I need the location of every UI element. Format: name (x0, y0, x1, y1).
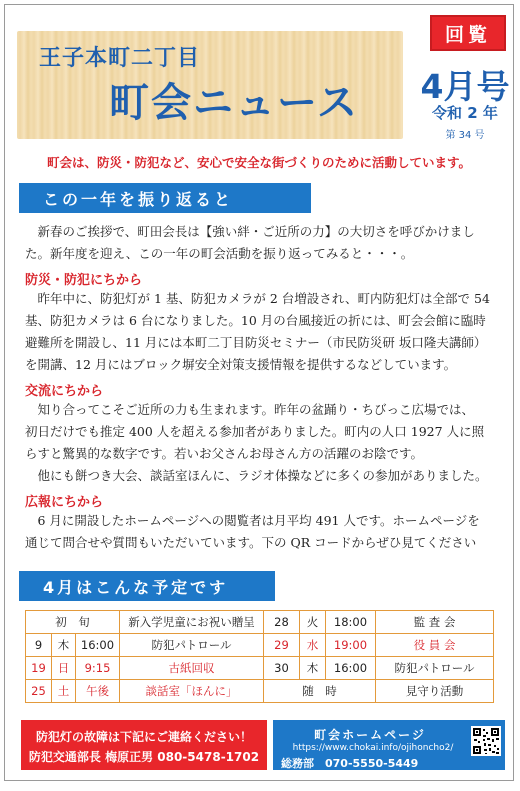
bousai-paragraph (25, 288, 495, 376)
table-cell: 9 (26, 634, 52, 657)
issue-number: 第 34 号 (445, 130, 485, 141)
tagline: 町会は、防災・防犯など、安心で安全な街づくりのために活動しています。 (46, 155, 471, 170)
table-cell: 防犯パトロール (376, 657, 494, 680)
bousai-line: を開講、12 月にはブロック塀安全対策支援情報を提供するなどしています。 (25, 357, 457, 372)
table-cell: 初 旬 (26, 611, 120, 634)
table-cell: 談話室「ほんに」 (120, 680, 264, 703)
footer-contact-phone: 防犯交通部長 梅原正男 080-5478-1702 (28, 750, 260, 764)
intro-line: 新春のご挨拶で、町田会長は【強い絆・ご近所の力】の大切さを呼びかけまし (37, 224, 475, 239)
table-cell: 19:00 (326, 634, 376, 657)
header-banner (17, 31, 403, 139)
table-cell: 16:00 (326, 657, 376, 680)
footer-homepage-contact: 総務部 070-5550-5449 (281, 757, 419, 770)
intro-paragraph (25, 221, 495, 265)
table-cell: 16:00 (76, 634, 120, 657)
newsletter-page (4, 4, 514, 781)
table-row (26, 611, 494, 634)
footer-homepage-box (273, 720, 505, 770)
table-row (26, 657, 494, 680)
kouhou-line: 通じて問合せや質問もいただいています。下の QR コードからぜひ見てください (25, 535, 477, 550)
footer-contact-notice: 防犯灯の故障は下記にご連絡ください！ (35, 730, 252, 744)
table-cell: 30 (264, 657, 300, 680)
table-cell: 監 査 会 (376, 611, 494, 634)
footer-contact-box (21, 720, 267, 770)
issue-era: 令和 2 年 (432, 104, 498, 122)
table-cell: 防犯パトロール (120, 634, 264, 657)
section-head-kouryu: 交流にちから (25, 384, 104, 399)
kouryu-line: 他にも餅つき大会、談話室ほんに、ラジオ体操などに多くの参加がありました。 (37, 468, 488, 483)
header-subtitle: 王子本町二丁目 (39, 46, 201, 71)
table-cell: 新入学児童にお祝い贈呈 (120, 611, 264, 634)
table-cell: 9:15 (76, 657, 120, 680)
table-row (26, 634, 494, 657)
section-head-kouhou: 広報にちから (25, 495, 104, 510)
table-cell: 見守り活動 (376, 680, 494, 703)
kouhou-paragraph (25, 510, 495, 554)
intro-line: た。新年度を迎え、この一年の町会活動を振り返ってみると・・・。 (25, 246, 414, 261)
table-cell: 日 (52, 657, 76, 680)
footer-homepage-url[interactable]: https://www.chokai.info/ojihoncho2/ (292, 743, 454, 753)
table-cell: 午後 (76, 680, 120, 703)
kairan-badge: 回覧 (430, 15, 506, 51)
kouryu-line: 初日だけでも推定 400 人を超える参加者がありました。町内の人口 1927 人に照 (25, 424, 485, 439)
table-cell: 随 時 (264, 680, 376, 703)
header-title: 町会ニュース (109, 80, 359, 126)
issue-month: 4月号 (420, 67, 510, 106)
bousai-line: 避難所を開設し、11 月には本町二丁目防災セミナー（市民防災研 坂口隆夫講師） (25, 335, 487, 350)
section-heading-review: この一年を振り返ると (19, 183, 311, 213)
table-cell: 水 (300, 634, 326, 657)
kouhou-line: 6 月に開設したホームページへの閲覧者は月平均 491 人です。ホームページを (37, 513, 480, 528)
section-head-bousai: 防災・防犯にちから (25, 273, 143, 288)
bousai-line: 基、防犯カメラは 6 台になりました。10 月の台風接近の折には、町会会館に臨時 (25, 313, 486, 328)
table-cell: 木 (52, 634, 76, 657)
bousai-line: 昨年中に、防犯灯が 1 基、防犯カメラが 2 台増設され、町内防犯灯は全部で 54 (37, 291, 490, 306)
table-cell: 火 (300, 611, 326, 634)
kouryu-paragraph (25, 399, 495, 487)
table-cell: 木 (300, 657, 326, 680)
table-cell: 古紙回収 (120, 657, 264, 680)
table-cell: 土 (52, 680, 76, 703)
kouryu-line: らすと驚異的な数字です。若いお父さんお母さん方の活躍のお陰です。 (25, 446, 424, 461)
table-row (26, 680, 494, 703)
table-cell: 役 員 会 (376, 634, 494, 657)
table-cell: 25 (26, 680, 52, 703)
footer-homepage-title: 町会ホームページ (314, 728, 426, 742)
schedule-table (25, 610, 494, 703)
section-heading-schedule: 4月はこんな予定です (19, 571, 275, 601)
table-cell: 19 (26, 657, 52, 680)
table-cell: 18:00 (326, 611, 376, 634)
qr-code-icon[interactable] (471, 726, 501, 756)
table-cell: 29 (264, 634, 300, 657)
table-cell: 28 (264, 611, 300, 634)
kouryu-line: 知り合ってこそご近所の力も生まれます。昨年の盆踊り・ちびっこ広場では、 (37, 402, 475, 417)
